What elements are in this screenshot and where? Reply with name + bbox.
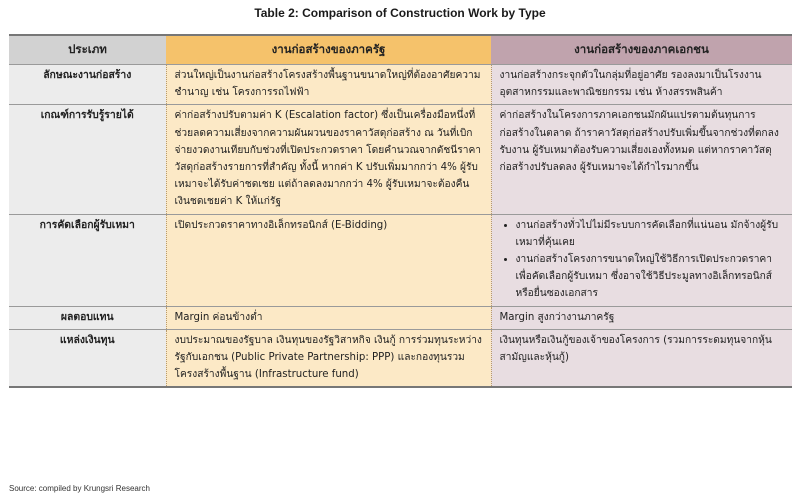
table-row xyxy=(9,329,792,387)
list-item: • งานก่อสร้างทั่วไปไม่มีระบบการคัดเลือกที่แน่นอน มักจ้างผู้รับเหมาที่คุ้นเคย xyxy=(516,217,787,251)
table-row xyxy=(9,306,792,329)
row-label: เกณฑ์การรับรู้รายได้ xyxy=(9,105,166,214)
table-row xyxy=(9,65,792,105)
row-label: ลักษณะงานก่อสร้าง xyxy=(9,65,166,105)
header-row xyxy=(9,35,792,65)
table-title: Table 2: Comparison of Construction Work by Type xyxy=(254,6,546,20)
header-government: งานก่อสร้างของภาครัฐ xyxy=(166,35,491,65)
row-label: การคัดเลือกผู้รับเหมา xyxy=(9,214,166,306)
header-private: งานก่อสร้างของภาคเอกชน xyxy=(491,35,792,65)
private-bullet-list xyxy=(500,217,787,303)
row-label: ผลตอบแทน xyxy=(9,306,166,329)
row-label: แหล่งเงินทุน xyxy=(9,329,166,387)
government-cell: Margin ค่อนข้างต่ำ xyxy=(166,306,491,329)
table-row xyxy=(9,214,792,306)
private-cell: ค่าก่อสร้างในโครงการภาคเอกชนมักผันแปรตามต้นทุนการก่อสร้างในตลาด ถ้าราคาวัสดุก่อสร้างปรับเพิ่มขึ้นจากช่วงที่ตกลงรับงาน ผู้รับเหมาต้องรับความเสี่ยงเองทั้งหมด แต่หากราคาวัสดุก่อสร้างปรับลดลง ผู้รับเหมาจะได้กำไรมากขึ้น xyxy=(491,105,792,214)
table-row xyxy=(9,105,792,214)
government-cell: งบประมาณของรัฐบาล เงินทุนของรัฐวิสาหกิจ เงินกู้ การร่วมทุนระหว่างรัฐกับเอกชน (Public Private Partnership: PPP) และกองทุนรวมโครงสร้างพื้นฐาน (Infrastructure fund) xyxy=(166,329,491,387)
private-cell: งานก่อสร้างกระจุกตัวในกลุ่มที่อยู่อาศัย รองลงมาเป็นโรงงานอุตสาหกรรมและพาณิชยกรรม เช่น ห้างสรรพสินค้า xyxy=(491,65,792,105)
government-cell: เปิดประกวดราคาทางอิเล็กทรอนิกส์ (E-Bidding) xyxy=(166,214,491,306)
source-note: Source: compiled by Krungsri Research xyxy=(9,484,150,493)
list-item: • งานก่อสร้างโครงการขนาดใหญ่ใช้วิธีการเปิดประกวดราคา เพื่อคัดเลือกผู้รับเหมา ซึ่งอาจใช้วิธีประมูลทางอิเล็กทรอนิกส์หรือยื่นซองเอกสาร xyxy=(516,251,787,303)
government-cell: ส่วนใหญ่เป็นงานก่อสร้างโครงสร้างพื้นฐานขนาดใหญ่ที่ต้องอาศัยความชำนาญ เช่น โครงการรถไฟฟ้า xyxy=(166,65,491,105)
government-cell: ค่าก่อสร้างปรับตามค่า K (Escalation factor) ซึ่งเป็นเครื่องมือหนึ่งที่ช่วยลดความเสี่ยงจากความผันผวนของราคาวัสดุก่อสร้าง ณ วันที่เบิกจ่ายงวดงานเทียบกับช่วงที่เปิดประกวดราคา โดยคำนวณจากดัชนีราคาวัสดุก่อสร้างรายการที่สำคัญ ทั้งนี้ หากค่า K ปรับเพิ่มมากกว่า 4% ผู้รับเหมาจะได้รับค่าชดเชย แต่ถ้าลดลงมากกว่า 4% ผู้รับเหมาจะต้องคืนเงินชดเชยค่า K ให้แก่รัฐ xyxy=(166,105,491,214)
private-cell: เงินทุนหรือเงินกู้ของเจ้าของโครงการ (รวมการระดมทุนจากหุ้นสามัญและหุ้นกู้) xyxy=(491,329,792,387)
private-cell: Margin สูงกว่างานภาครัฐ xyxy=(491,306,792,329)
comparison-table xyxy=(9,34,792,388)
header-type: ประเภท xyxy=(9,35,166,65)
private-cell xyxy=(491,214,792,306)
